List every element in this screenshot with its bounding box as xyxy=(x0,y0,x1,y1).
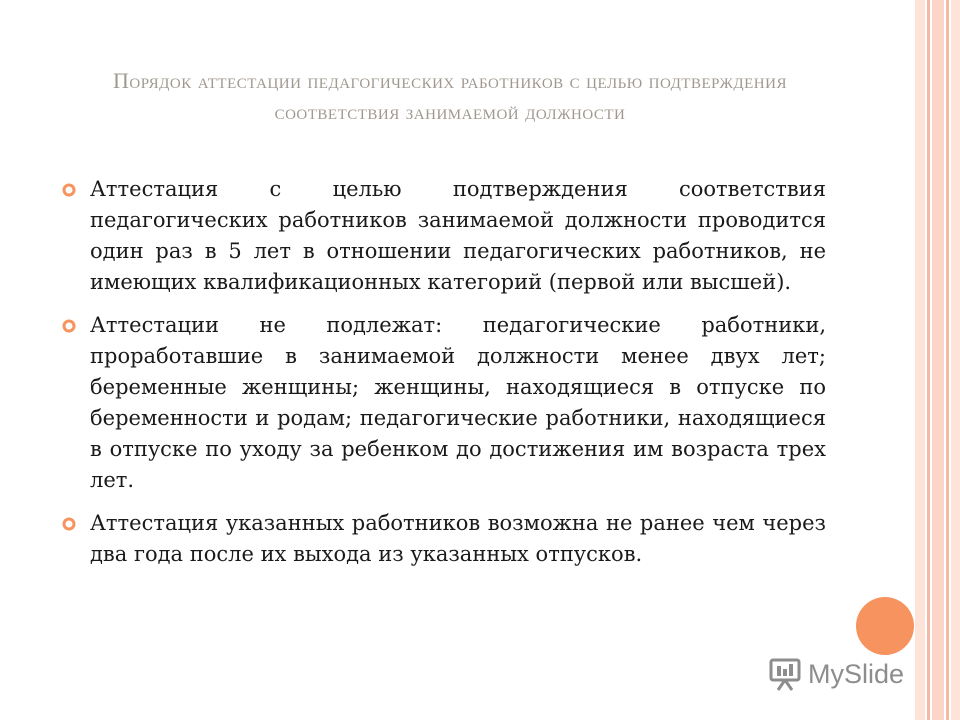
bullet-text: Аттестация с целью подтверждения соответствия педагогических работников занимаемой должности проводится один раз в 5 лет в отношении педагогических работников, не имеющих квалификационных категорий (первой или высшей). xyxy=(90,177,826,294)
bullet-item xyxy=(62,508,826,570)
bullet-ring-icon xyxy=(62,183,76,197)
decorative-circle xyxy=(856,597,914,655)
bullet-text: Аттестация указанных работников возможна не ранее чем через два года после их выхода из указанных отпусков. xyxy=(90,511,826,566)
presentation-board-icon xyxy=(768,656,802,692)
bullet-ring-icon xyxy=(62,517,76,531)
decorative-stripes xyxy=(915,0,960,720)
bullet-item xyxy=(62,310,826,496)
bullet-item xyxy=(62,174,826,298)
logo-text: MySlide xyxy=(808,659,905,689)
myslide-logo xyxy=(768,656,928,692)
slide-title: Порядок аттестации педагогических работников с целью подтверждения соответствия занимаемой должности xyxy=(113,67,787,124)
bullet-ring-icon xyxy=(62,319,76,333)
bullet-text: Аттестации не подлежат: педагогические работники, проработавшие в занимаемой должности менее двух лет; беременные женщины; женщины, находящиеся в отпуске по беременности и родам; педагогические работники, находящиеся в отпуске по уходу за ребенком до достижения им возраста трех лет. xyxy=(90,313,826,492)
slide-content xyxy=(62,174,826,582)
